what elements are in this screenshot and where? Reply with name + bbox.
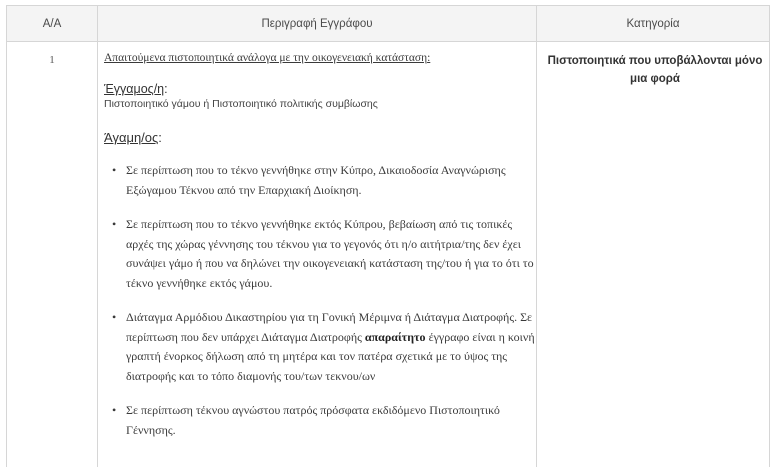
header-category: Κατηγορία [626, 18, 680, 30]
table-header-row [7, 6, 769, 42]
column-divider [536, 6, 537, 467]
list-item: • Σε περίπτωση τέκνου αγνώστου πατρός πρόσφατα εκδιδόμενο Πιστοποιητικό Γέννησης. [112, 401, 536, 440]
list-item: • Σε περίπτωση που το τέκνο γεννήθηκε εκτός Κύπρου, βεβαίωση από τις τοπικές αρχές της χώρας γέννησης του τέκνου για το γεγονός ότι η/ο αιτήτρια/της δεν έχει συνάψει γάμο ή που να δηλώνει την οικογενειακή κατάσταση της/του ή για το ότι το τέκνο γεννήθηκε εκτός γάμου. [112, 215, 536, 293]
single-requirements-list [104, 161, 536, 440]
intro-text: Απαιτούμενα πιστοποιητικά ανάλογα με την οικογενειακή κατάσταση: [104, 52, 431, 64]
married-text: Πιστοποιητικό γάμου ή Πιστοποιητικό πολιτικής συμβίωσης [104, 98, 378, 110]
row-description [104, 52, 536, 455]
header-description: Περιγραφή Εγγράφου [261, 18, 373, 30]
row-category: Πιστοποιητικά που υποβάλλονται μόνο μια φορά [547, 55, 763, 85]
list-item: • Σε περίπτωση που το τέκνο γεννήθηκε στην Κύπρο, Δικαιοδοσία Αναγνώρισης Εξώγαμου Τέκνου από την Επαρχιακή Διοίκηση. [112, 161, 536, 200]
married-heading: Έγγαμος/η: [104, 82, 168, 96]
header-aa: Α/Α [42, 18, 62, 30]
documents-table [6, 5, 770, 467]
single-heading: Άγαμη/ος: [104, 130, 162, 145]
list-item: • Διάταγμα Αρμόδιου Δικαστηρίου για τη Γονική Μέριμνα ή Διάταγμα Διατροφής. Σε περίπτωση που δεν υπάρχει Διάταγμα Διατροφής απαραίτητο έγγραφο είναι η κοινή γραπτή ένορκος δήλωση από τη μητέρα και τον πατέρα σχετικά με το ύψος της διατροφής και το τόπο διαμονής του/των τεκνου/ων [112, 308, 536, 386]
row-number: 1 [49, 54, 55, 66]
column-divider [97, 6, 98, 467]
